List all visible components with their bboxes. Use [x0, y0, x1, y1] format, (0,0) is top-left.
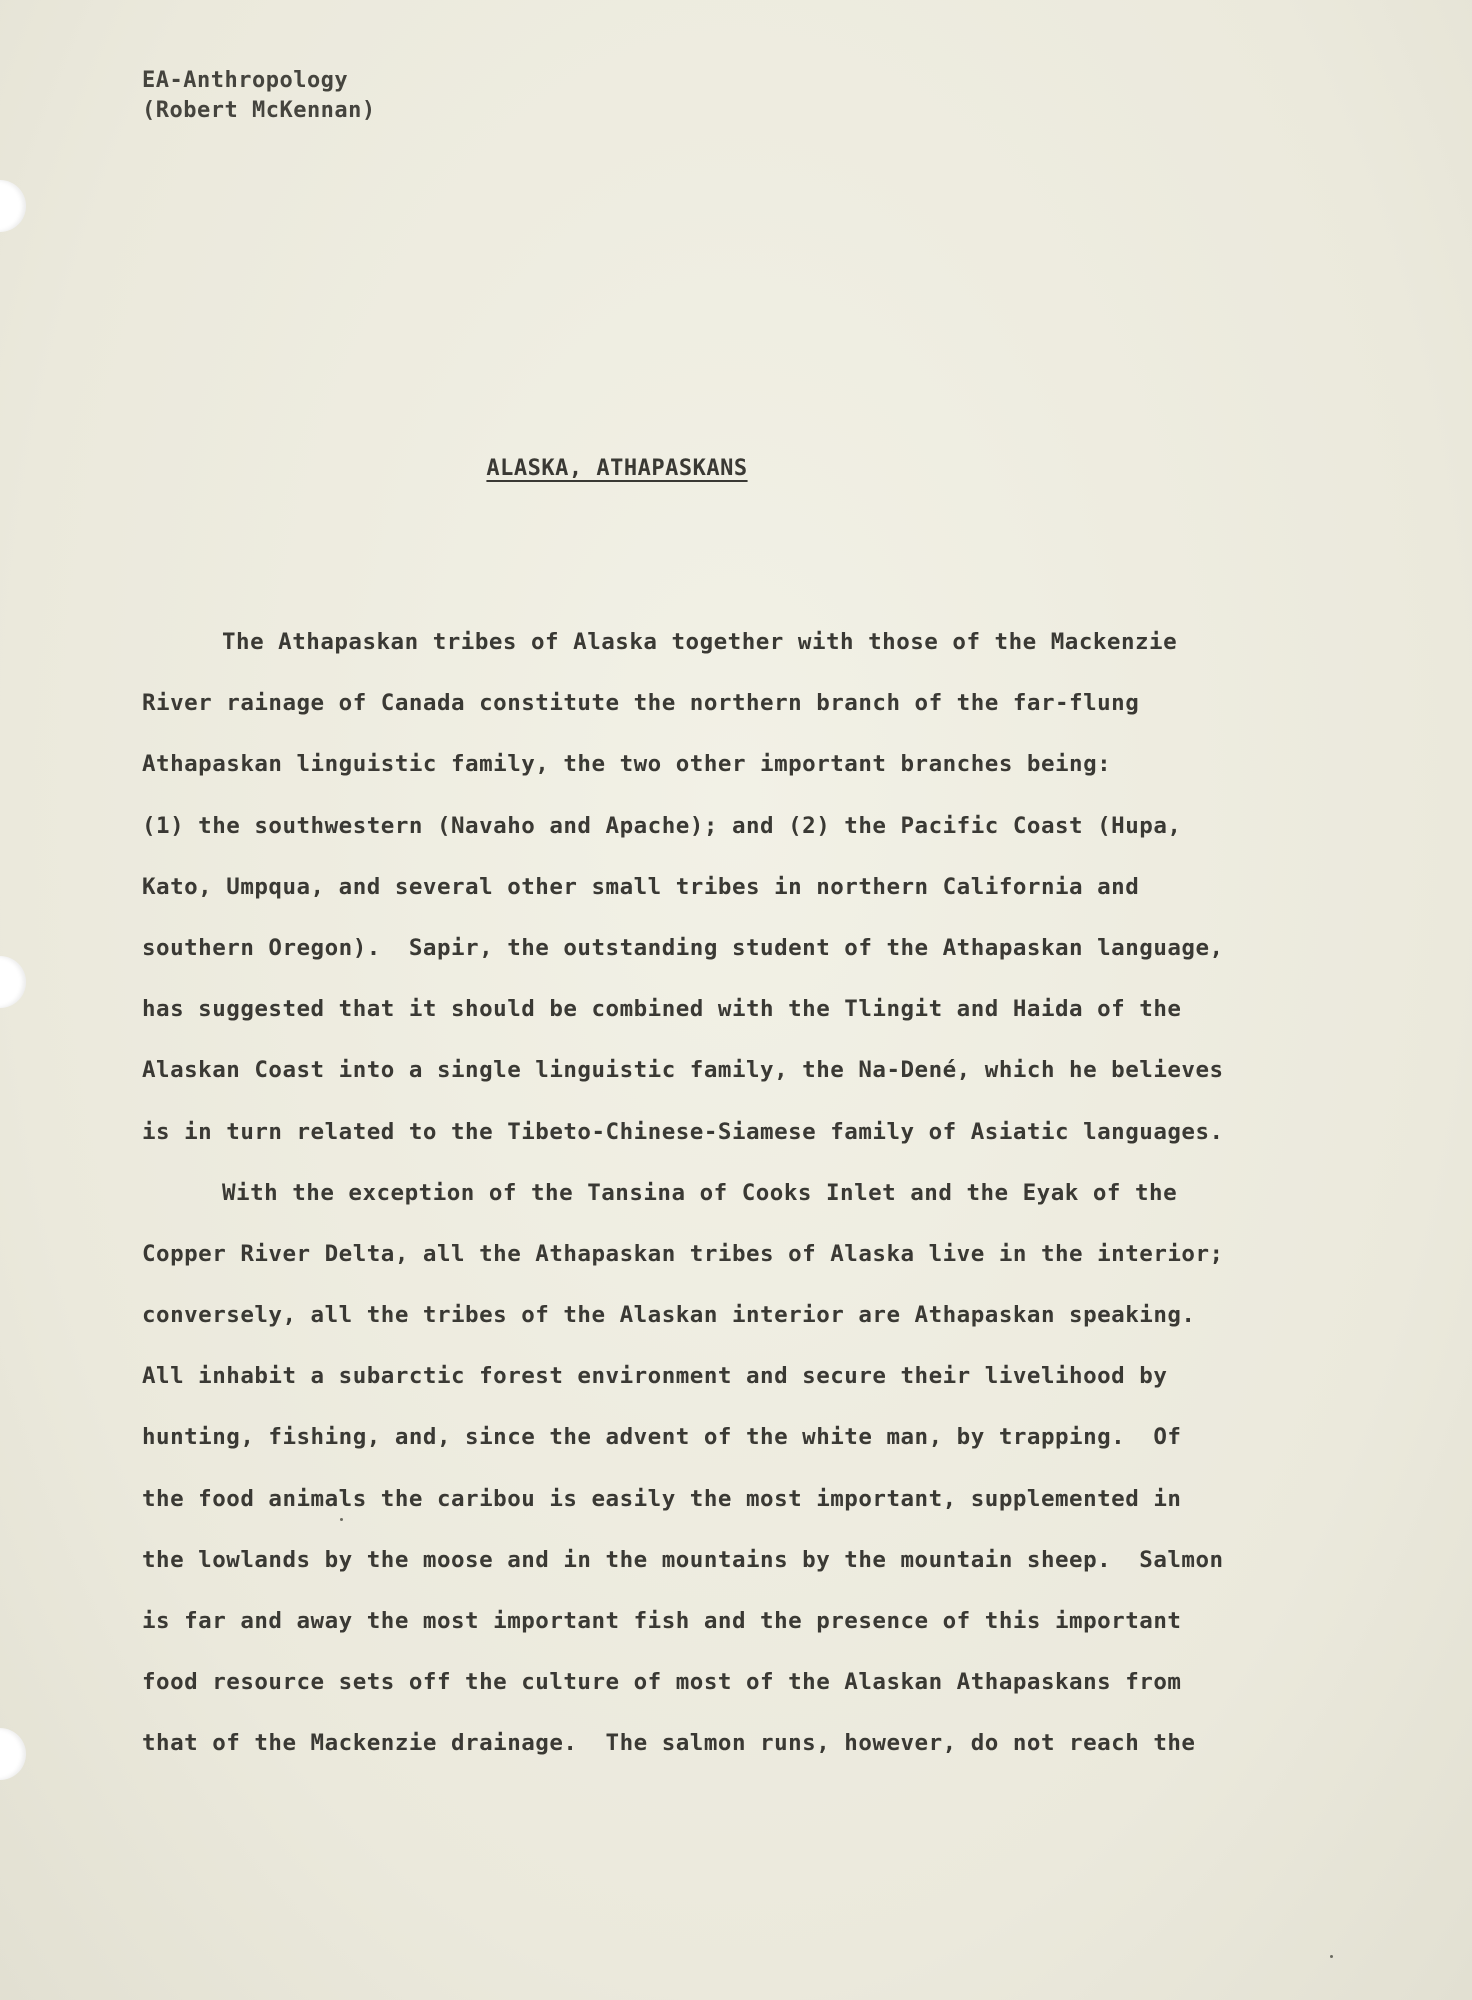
paragraph-1-line: is in turn related to the Tibeto-Chinese-Siamese family of Asiatic languages.: [142, 1118, 1224, 1145]
paragraph-1-line: southern Oregon). Sapir, the outstanding student of the Athapaskan language,: [142, 934, 1224, 961]
body-text: [142, 612, 1342, 1775]
paragraph-1-line: The Athapaskan tribes of Alaska together with those of the Mackenzie: [222, 629, 1178, 655]
punch-hole-bottom: [0, 1728, 26, 1780]
paragraph-1-line: Athapaskan linguistic family, the two other important branches being:: [142, 751, 1112, 778]
document-header: [142, 66, 376, 126]
punch-hole-middle: [0, 956, 26, 1008]
paper-speck: [1330, 1955, 1333, 1958]
paragraph-1-line: River rainage of Canada constitute the northern branch of the far-flung: [142, 690, 1140, 717]
punch-hole-top: [0, 180, 26, 232]
paragraph-1-line: (1) the southwestern (Navaho and Apache); and (2) the Pacific Coast (Hupa,: [142, 812, 1182, 839]
paragraph-2-line: the lowlands by the moose and in the mountains by the mountain sheep. Salmon: [142, 1546, 1224, 1573]
paragraph-2-line: Copper River Delta, all the Athapaskan tribes of Alaska live in the interior;: [142, 1240, 1224, 1267]
document-title: ALASKA, ATHAPASKANS: [486, 456, 748, 481]
paragraph-1-line: Kato, Umpqua, and several other small tribes in northern California and: [142, 873, 1140, 900]
paragraph-2-line: is far and away the most important fish and the presence of this important: [142, 1608, 1182, 1634]
paragraph-2-line: hunting, fishing, and, since the advent of the white man, by trapping. Of: [142, 1424, 1182, 1451]
paragraph-2-line: conversely, all the tribes of the Alaskan interior are Athapaskan speaking.: [142, 1302, 1196, 1329]
paragraph-1-line: has suggested that it should be combined with the Tlingit and Haida of the: [142, 996, 1182, 1023]
paragraph-2-line: the food animals the caribou is easily the most important, supplemented in: [142, 1485, 1182, 1512]
paragraph-2-line: All inhabit a subarctic forest environment and secure their livelihood by: [142, 1363, 1168, 1390]
header-department: EA-Anthropology: [142, 68, 349, 93]
paragraph-1-line: Alaskan Coast into a single linguistic family, the Na-Dené, which he believes: [142, 1057, 1224, 1084]
paragraph-2-line: With the exception of the Tansina of Cooks Inlet and the Eyak of the: [222, 1179, 1178, 1206]
header-author: (Robert McKennan): [142, 98, 376, 123]
paragraph-2-line: that of the Mackenzie drainage. The salmon runs, however, do not reach the: [142, 1730, 1196, 1757]
paper-speck: [340, 1518, 343, 1521]
paragraph-2-line: food resource sets off the culture of most of the Alaskan Athapaskans from: [142, 1669, 1182, 1696]
